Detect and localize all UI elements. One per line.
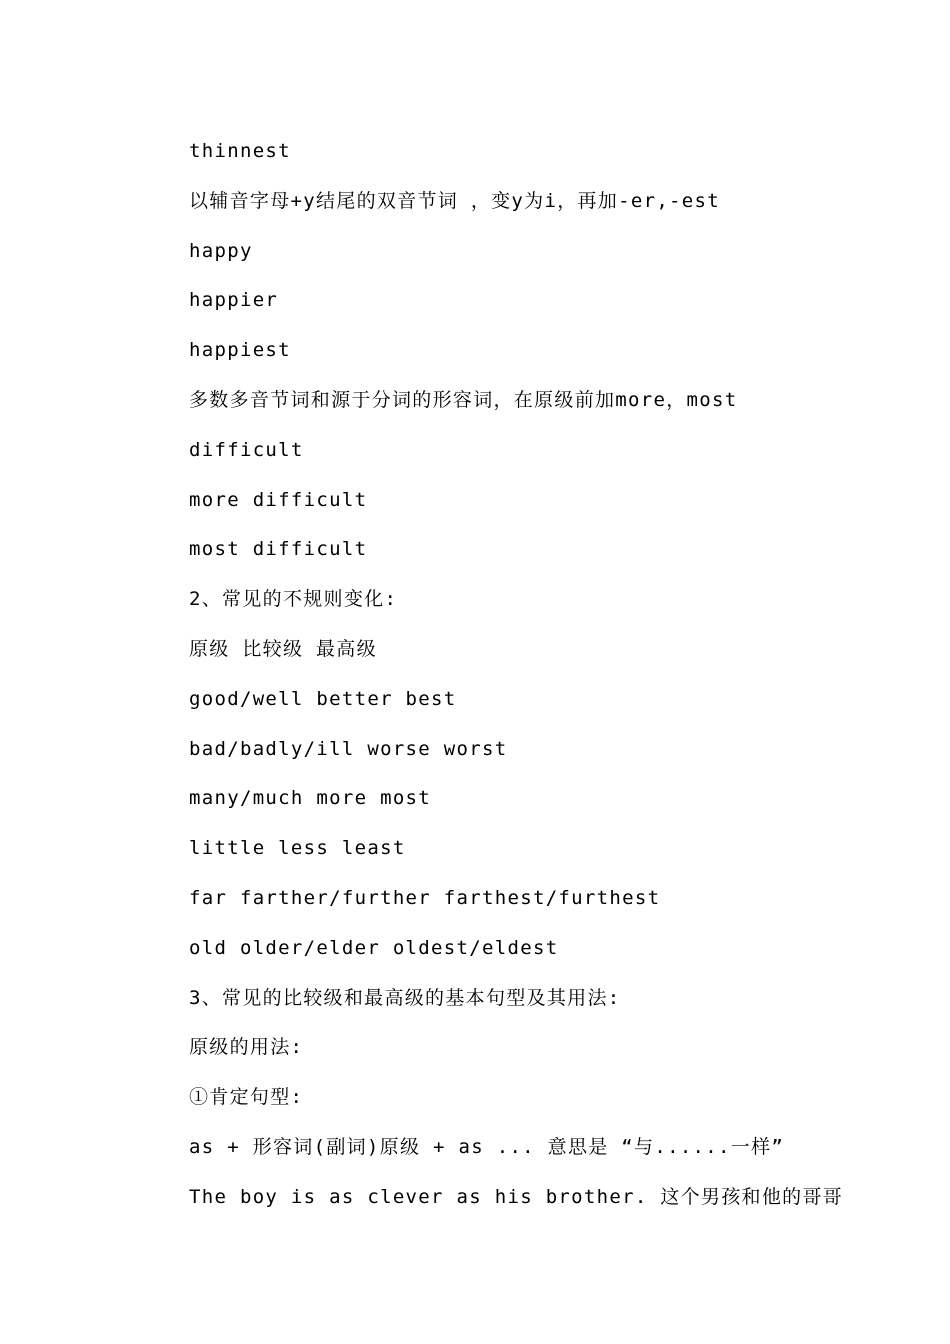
text-line: ①肯定句型: [189,1086,304,1109]
text-line: happier [189,289,279,312]
text-line: happy [189,239,253,262]
text-line: most difficult [189,538,368,561]
section-heading: 2、常见的不规则变化: [189,588,398,611]
text-line: bad/badly/ill worse worst [189,737,508,760]
text-line: 多数多音节词和源于分词的形容词，在原级前加more，most [189,388,738,411]
text-line: thinnest [189,140,291,162]
text-line: 以辅音字母+y结尾的双音节词 ，变y为i，再加-er,-est [189,189,721,212]
text-line: far farther/further farthest/furthest [189,886,661,909]
text-line: difficult [189,438,304,461]
text-line: as + 形容词(副词)原级 + as ... 意思是 “与......一样” [189,1135,785,1158]
section-heading: 3、常见的比较级和最高级的基本句型及其用法: [189,986,621,1009]
text-line: good/well better best [189,687,457,710]
text-line: more difficult [189,488,368,511]
text-line: happiest [189,339,291,362]
text-line: 原级的用法: [189,1036,304,1059]
text-line: The boy is as clever as his brother. 这个男孩和他的哥哥 [189,1185,844,1208]
text-line: 原级 比较级 最高级 [189,637,377,660]
text-line: little less least [189,837,406,860]
text-line: many/much more most [189,787,432,810]
document-body [189,136,889,1232]
text-line: old older/elder oldest/eldest [189,936,559,959]
